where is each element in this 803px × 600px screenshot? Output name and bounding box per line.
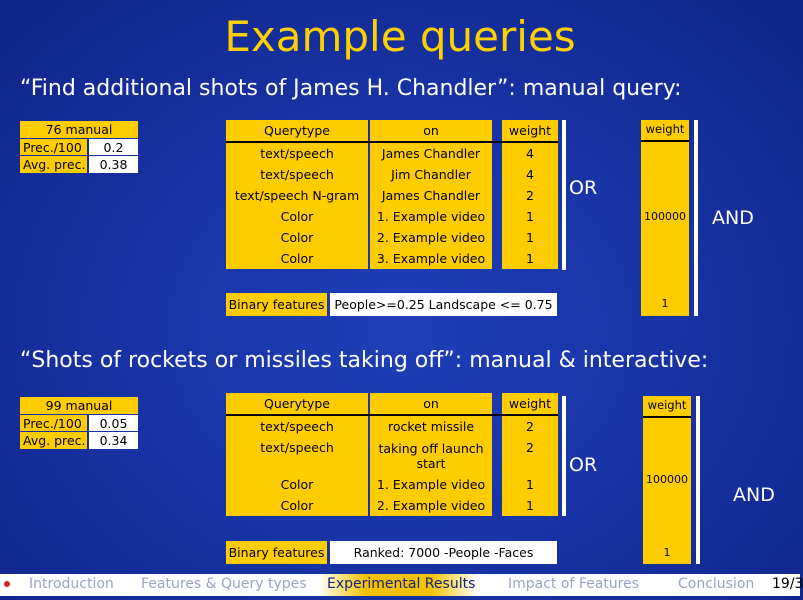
binary-features-value: People>=0.25 Landscape <= 0.75 [330, 293, 557, 316]
section1-heading: “Find additional shots of James H. Chandler”: manual query: [20, 76, 682, 101]
nav-features-query-types[interactable]: Features & Query types [141, 576, 307, 592]
weight-top-value: 100000 [643, 418, 691, 542]
table-cell: 2 [502, 416, 558, 437]
table-cell: 2 [502, 185, 558, 206]
table-cell: 1 [502, 495, 558, 516]
table-cell: 2 [502, 437, 558, 474]
table-cell: Color [226, 474, 368, 495]
table-cell: 4 [502, 164, 558, 185]
binary-features-label: Binary features [226, 293, 327, 316]
binary-features-value: Ranked: 7000 -People -Faces [330, 541, 557, 564]
header-weight: weight [502, 120, 558, 141]
stats-label: 99 manual [20, 397, 138, 414]
table-cell: 2. Example video [370, 227, 492, 248]
table-cell: Jim Chandler [370, 164, 492, 185]
header-weight: weight [502, 393, 558, 414]
prec-value: 0.2 [89, 139, 138, 155]
table-cell: text/speech N-gram [226, 185, 368, 206]
header-on: on [370, 120, 492, 141]
or-label: OR [569, 454, 598, 476]
table-cell: Color [226, 227, 368, 248]
table-cell: James Chandler [370, 143, 492, 164]
weight-column-header: weight [643, 396, 691, 416]
bullet-icon [4, 581, 10, 587]
avg-prec-value: 0.34 [89, 432, 138, 449]
avg-prec-label: Avg. prec. [20, 156, 87, 173]
weight-column-header: weight [641, 120, 689, 140]
table-cell: 1. Example video [370, 474, 492, 495]
table-cell: text/speech [226, 164, 368, 185]
nav-conclusion[interactable]: Conclusion [678, 576, 755, 592]
section2-heading: “Shots of rockets or missiles taking off”: manual & interactive: [20, 348, 709, 373]
table-cell: text/speech [226, 416, 368, 437]
nav-introduction[interactable]: Introduction [29, 576, 114, 592]
prec-label: Prec./100 [20, 415, 87, 431]
table-cell: 1 [502, 206, 558, 227]
table-cell: Color [226, 248, 368, 269]
table-cell: 1. Example video [370, 206, 492, 227]
table-cell: text/speech [226, 437, 368, 474]
table-cell: James Chandler [370, 185, 492, 206]
or-label: OR [569, 177, 598, 199]
table-cell: text/speech [226, 143, 368, 164]
table-cell: taking off launch start [370, 437, 492, 474]
header-querytype: Querytype [226, 120, 368, 141]
table-cell: 3. Example video [370, 248, 492, 269]
header-on: on [370, 393, 492, 414]
or-bracket [562, 396, 566, 516]
slide-title: Example queries [224, 12, 576, 61]
page-number: 19/3 [772, 576, 803, 592]
and-bracket [696, 396, 700, 564]
prec-label: Prec./100 [20, 139, 87, 155]
table-cell: rocket missile [370, 416, 492, 437]
table-cell: 2. Example video [370, 495, 492, 516]
and-label: AND [733, 484, 775, 506]
table-cell: Color [226, 495, 368, 516]
and-label: AND [712, 207, 754, 229]
or-bracket [562, 120, 566, 270]
prec-value: 0.05 [89, 415, 138, 431]
weight-bottom-value: 1 [641, 292, 689, 316]
table-cell: 1 [502, 227, 558, 248]
table-cell: 4 [502, 143, 558, 164]
slide-navigation-bar [0, 574, 803, 596]
nav-experimental-results[interactable]: Experimental Results [327, 576, 476, 592]
nav-impact-of-features[interactable]: Impact of Features [508, 576, 640, 592]
and-bracket [694, 120, 698, 316]
avg-prec-label: Avg. prec. [20, 432, 87, 449]
binary-features-label: Binary features [226, 541, 327, 564]
header-querytype: Querytype [226, 393, 368, 414]
table-cell: Color [226, 206, 368, 227]
stats-label: 76 manual [20, 121, 138, 138]
weight-top-value: 100000 [641, 142, 689, 292]
table-cell: 1 [502, 474, 558, 495]
table-cell: 1 [502, 248, 558, 269]
weight-bottom-value: 1 [643, 542, 691, 564]
avg-prec-value: 0.38 [89, 156, 138, 173]
